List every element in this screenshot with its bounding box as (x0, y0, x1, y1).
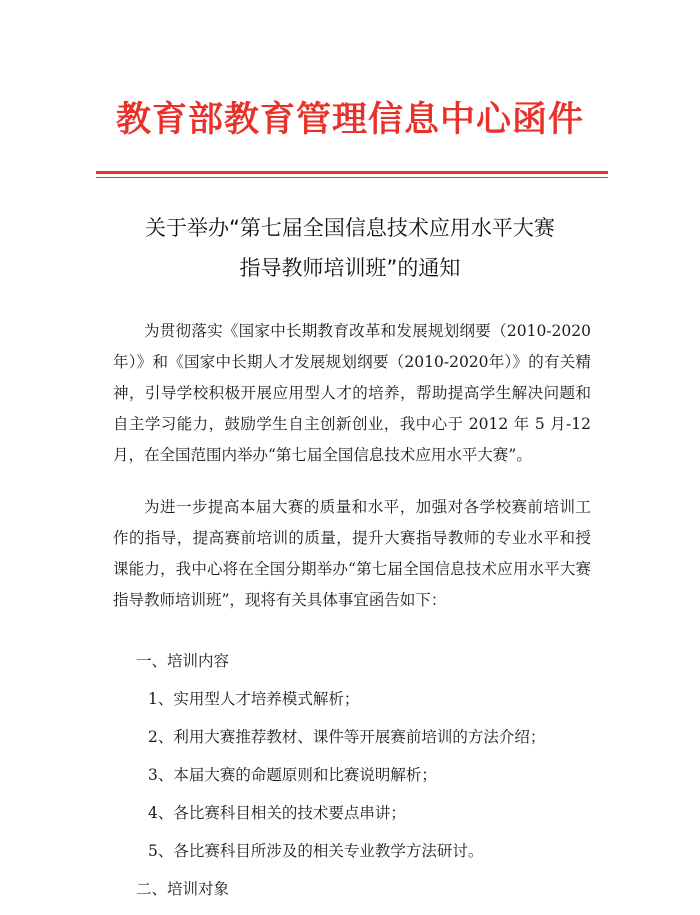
body-paragraph-1: 为贯彻落实《国家中长期教育改革和发展规划纲要（2010-2020年）》和《国家中长期人才发展规划纲要（2010-2020年）》的有关精神，引导学校积极开展应用型人才的培养，帮助提高学生解决问题和自主学习能力，鼓励学生自主创新创业，我中心于 2012 年 5 月-12月，在全国范围内举办“第七届全国信息技术应用水平大赛”。 (113, 322, 591, 464)
section-heading-training-content: 一、培训内容 (136, 652, 230, 670)
list-item: 2、利用大赛推荐教材、课件等开展赛前培训的方法介绍； (148, 728, 546, 746)
letterhead-rule-thin (96, 177, 608, 178)
notice-title-line1: 关于举办“第七届全国信息技术应用水平大赛 (145, 216, 555, 240)
letterhead-title: 教育部教育管理信息中心函件 (115, 100, 584, 140)
list-item: 1、实用型人才培养模式解析； (148, 690, 360, 708)
body-paragraph-2: 为进一步提高本届大赛的质量和水平，加强对各学校赛前培训工作的指导，提高赛前培训的质量，提升大赛指导教师的专业水平和授课能力，我中心将在全国分期举办“第七届全国信息技术应用水平大赛指导教师培训班”，现将有关具体事宜函告如下： (113, 498, 591, 609)
notice-title-line2: 指导教师培训班”的通知 (239, 256, 461, 280)
list-item: 5、各比赛科目所涉及的相关专业教学方法研讨。 (148, 842, 484, 860)
section-heading-training-target: 二、培训对象 (136, 880, 230, 898)
letterhead-rule-thick (96, 171, 608, 174)
list-item: 4、各比赛科目相关的技术要点串讲； (148, 804, 406, 822)
list-item: 3、本届大赛的命题原则和比赛说明解析； (148, 766, 437, 784)
